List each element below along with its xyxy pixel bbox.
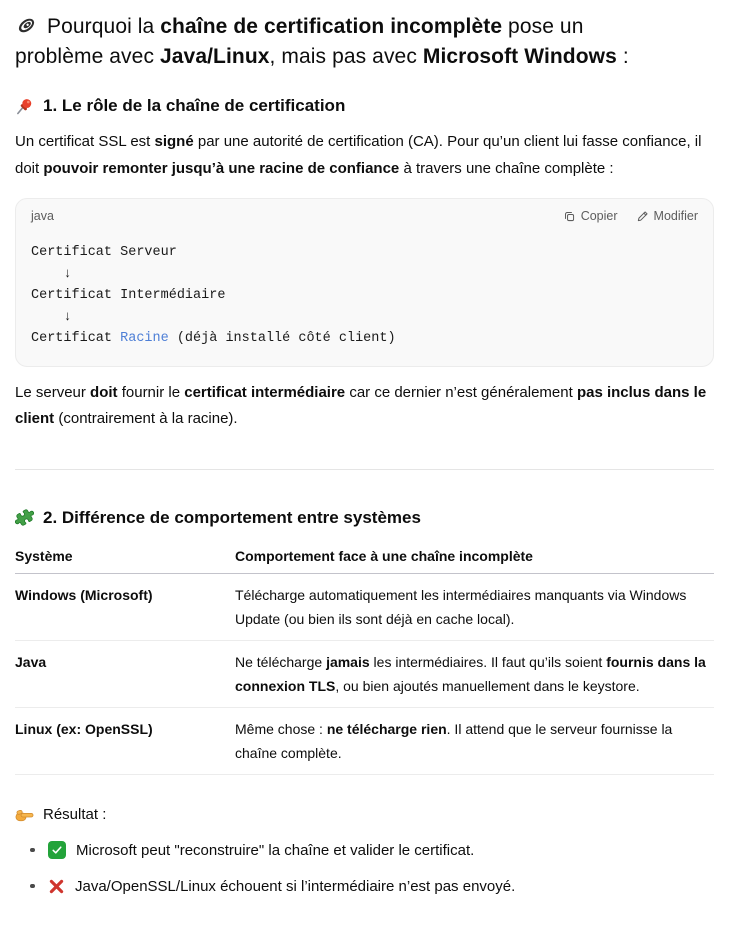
text-segment: les intermédiaires. Il faut qu’ils soient: [369, 653, 607, 670]
puzzle-icon: [15, 508, 34, 527]
text-segment: Microsoft peut "reconstruire" la chaîne et valider le certificat.: [76, 841, 475, 859]
table-cell-system: Linux (ex: OpenSSL): [15, 707, 235, 774]
table-cell-system: Java: [15, 640, 235, 707]
section-divider: [15, 469, 714, 470]
table-cell-behavior: [235, 640, 714, 707]
table-row: [15, 573, 714, 640]
section-2-heading-text: 2. Différence de comportement entre systèmes: [43, 507, 421, 527]
section-2-heading: [15, 508, 714, 528]
text-segment: problème avec: [15, 45, 160, 68]
text-segment: Un certificat SSL est: [15, 133, 155, 150]
code-line: [31, 242, 698, 264]
check-icon: [48, 841, 66, 859]
pushpin-icon: [15, 97, 34, 116]
text-segment: Certificat: [31, 331, 121, 347]
table-header-row: [15, 542, 714, 574]
intro-paragraph: [15, 129, 714, 182]
text-segment: , ou bien ajoutés manuellement dans le keystore.: [335, 678, 640, 695]
text-segment: pas inclus dans le client: [15, 383, 707, 428]
result-list: [15, 839, 714, 898]
code-block-header: [16, 199, 713, 223]
text-segment: (contrairement à la racine).: [54, 410, 238, 428]
paperclip-icon: [15, 14, 38, 37]
text-segment: chaîne de certification incomplète: [160, 15, 503, 38]
edit-pencil-icon: [636, 210, 649, 223]
result-label: Résultat :: [43, 805, 107, 823]
text-segment: Racine: [120, 331, 169, 347]
text-segment: à travers une chaîne complète :: [399, 159, 614, 177]
code-content: [16, 223, 713, 366]
text-segment: pouvoir remonter jusqu’à une racine de confiance: [43, 159, 400, 177]
code-line: [31, 285, 698, 307]
page-title: [15, 12, 714, 72]
code-language-label: java: [31, 209, 54, 223]
code-block: [15, 198, 714, 367]
point-right-icon: [15, 805, 34, 824]
text-segment: par une autorité de certification (CA). Pour qu’un client lui fasse confiance, il doit: [15, 133, 702, 177]
section-1-heading-text: 1. Le rôle de la chaîne de certification: [43, 96, 346, 115]
text-segment: . Il attend que le serveur fournisse la chaîne complète.: [235, 720, 673, 762]
table-cell-behavior: [235, 707, 714, 774]
code-line: [31, 307, 698, 329]
table-cell-system: Windows (Microsoft): [15, 573, 235, 640]
text-segment: signé: [154, 133, 194, 150]
text-segment: (déjà installé côté client): [168, 331, 396, 347]
text-segment: :: [616, 45, 629, 68]
copy-button[interactable]: [563, 209, 618, 223]
text-segment: ↓: [31, 266, 72, 282]
code-actions: [563, 209, 698, 223]
cross-icon: [48, 878, 65, 895]
text-segment: ne télécharge rien: [326, 720, 447, 737]
edit-button[interactable]: [636, 209, 698, 223]
text-segment: Certificat Intermédiaire: [31, 288, 226, 304]
text-segment: ↓: [31, 309, 72, 325]
text-segment: , mais pas avec: [269, 45, 423, 68]
code-line: [31, 264, 698, 286]
comparison-table: [15, 542, 714, 775]
list-item-success: [15, 839, 714, 862]
text-segment: Java/OpenSSL/Linux échouent si l’intermédiaire n’est pas envoyé.: [75, 877, 516, 895]
edit-button-label: Modifier: [653, 209, 698, 223]
list-item-text: [76, 839, 474, 862]
text-segment: car ce dernier n’est généralement: [345, 383, 577, 401]
copy-button-label: Copier: [580, 209, 618, 223]
explanation-paragraph: [15, 380, 714, 433]
text-segment: Même chose :: [235, 720, 327, 737]
text-segment: Le serveur: [15, 383, 91, 401]
text-segment: fournis dans la connexion TLS: [235, 653, 706, 695]
text-segment: Java/Linux: [159, 45, 270, 68]
copy-icon: [563, 210, 576, 223]
text-segment: Pourquoi la: [47, 15, 161, 38]
text-segment: doit: [90, 383, 118, 401]
text-segment: certificat intermédiaire: [184, 383, 346, 401]
list-item-failure: [15, 875, 714, 898]
result-line: [15, 805, 714, 824]
text-segment: Ne télécharge: [235, 653, 327, 670]
table-row: [15, 707, 714, 774]
table-header-system: Système: [15, 542, 235, 574]
text-segment: fournir le: [117, 383, 185, 401]
text-segment: jamais: [326, 653, 370, 670]
code-line: [31, 328, 698, 350]
list-item-text: [75, 875, 515, 898]
text-segment: pose un: [502, 15, 584, 38]
table-row: [15, 640, 714, 707]
table-cell-behavior: [235, 573, 714, 640]
text-segment: Microsoft Windows: [422, 45, 617, 68]
table-header-behavior: Comportement face à une chaîne incomplète: [235, 542, 714, 574]
text-segment: Certificat Serveur: [31, 245, 177, 260]
text-segment: Télécharge automatiquement les intermédiaires manquants via Windows Update (ou bien ils sont déjà en cache local).: [235, 586, 687, 628]
title-text: [15, 15, 629, 68]
section-1-heading: [15, 96, 714, 116]
